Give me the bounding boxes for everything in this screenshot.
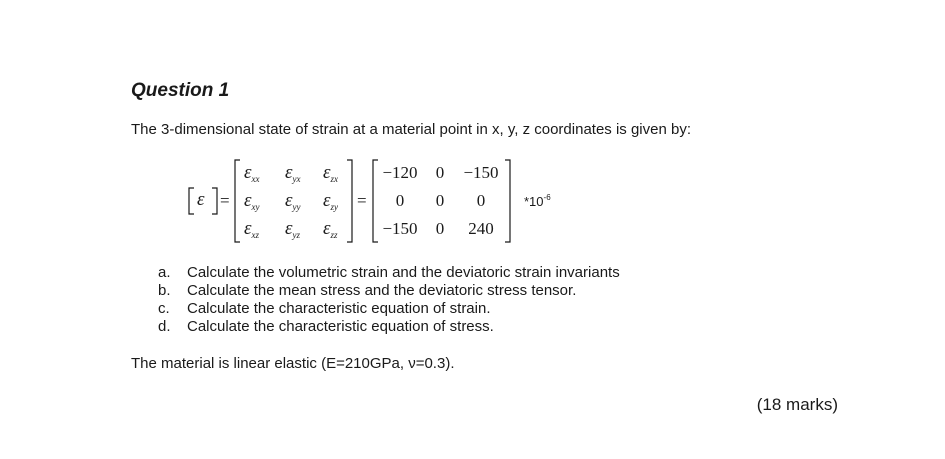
list-item-text: Calculate the characteristic equation of stress. — [187, 318, 494, 335]
strain-component-zy: $\varepsilon_{zy}$ — [323, 190, 338, 212]
strain-component-xy: $\varepsilon_{xy}$ — [244, 190, 260, 212]
matrix-value-r3c2: 0 — [435, 219, 445, 238]
question-title: Question 1 — [131, 80, 230, 101]
strain-component-xz: $\varepsilon_{xz}$ — [244, 218, 259, 240]
list-item-text: Calculate the characteristic equation of strain. — [187, 300, 491, 317]
strain-component-yz: $\varepsilon_{yz}$ — [285, 218, 300, 240]
list-item — [158, 318, 620, 336]
list-marker: d. — [158, 318, 171, 335]
lhs-epsilon: ε — [197, 189, 205, 210]
list-item — [158, 300, 620, 318]
list-item — [158, 282, 620, 300]
matrix-value-r3c1: −150 — [382, 219, 418, 238]
equals-sign-2: = — [357, 191, 367, 210]
strain-component-zz: $\varepsilon_{zz}$ — [323, 218, 338, 240]
scale-factor: $*10^{-6}$ — [524, 193, 551, 209]
list-item — [158, 264, 620, 282]
strain-component-yy: $\varepsilon_{yy}$ — [285, 190, 301, 212]
strain-equation — [0, 150, 945, 250]
list-marker: b. — [158, 282, 171, 299]
task-list — [158, 264, 620, 336]
matrix-value-r2c2: 0 — [435, 191, 445, 210]
marks-label: (18 marks) — [756, 395, 838, 414]
matrix-value-r1c3: −150 — [463, 163, 499, 182]
matrix-value-r3c3: 240 — [468, 219, 494, 238]
matrix-value-r1c2: 0 — [435, 163, 445, 182]
list-marker: a. — [158, 264, 171, 281]
list-marker: c. — [158, 300, 170, 317]
matrix-value-r2c1: 0 — [395, 191, 405, 210]
strain-component-zx: $\varepsilon_{zx}$ — [323, 162, 338, 184]
matrix-value-r2c3: 0 — [476, 191, 486, 210]
material-note: The material is linear elastic (E=210GPa, ν=0.3). — [131, 355, 455, 372]
equals-sign-1: = — [220, 191, 230, 210]
list-item-text: Calculate the mean stress and the deviatoric stress tensor. — [187, 282, 577, 299]
list-item-text: Calculate the volumetric strain and the deviatoric strain invariants — [187, 264, 620, 281]
matrix-value-r1c1: −120 — [382, 163, 418, 182]
question-intro: The 3-dimensional state of strain at a material point in x, y, z coordinates is given by: — [131, 121, 691, 138]
strain-component-xx: $\varepsilon_{xx}$ — [244, 162, 260, 184]
strain-component-yx: $\varepsilon_{yx}$ — [285, 162, 301, 184]
